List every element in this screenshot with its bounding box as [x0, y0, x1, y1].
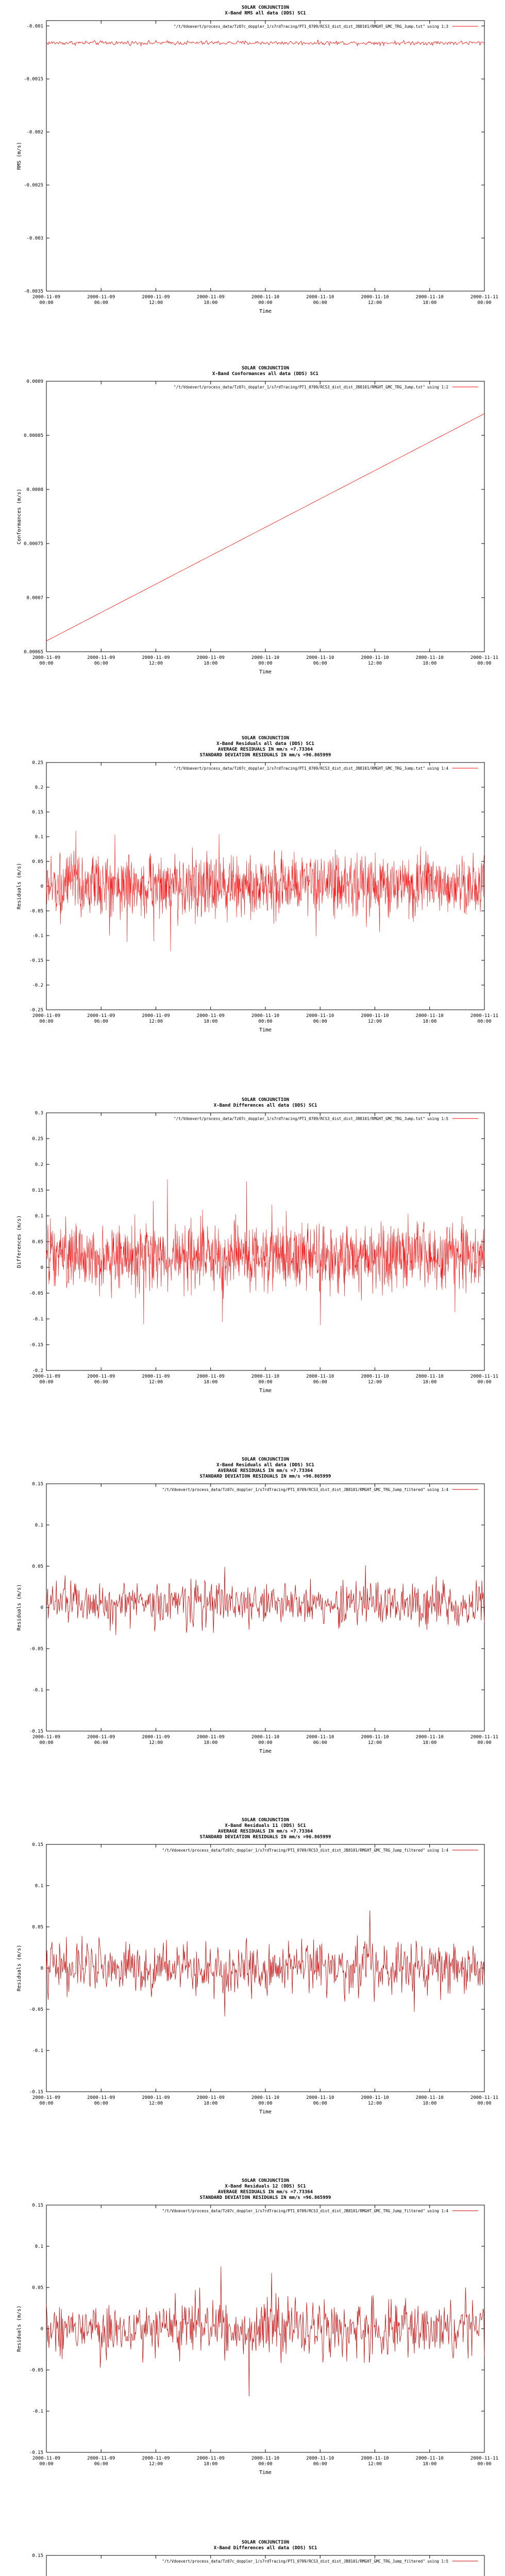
chart-title-line: X-Band Differences all data (DDS) SC1	[213, 2546, 317, 2551]
series-line	[46, 40, 484, 46]
x-tick-label: 2000-11-11 00:00	[470, 1013, 499, 1024]
legend-label: "/t/Vdoevert/process_data/Tz07c_doppler_1/s7rdTracing/PT1_0709/RCS3_dist_dist_JB8101/RMGHT_GMC_TRG_Jump.txt" using 1:5	[174, 1116, 448, 1121]
chart-1	[16, 5, 498, 314]
y-axis-label: Residuals (m/s)	[16, 1584, 22, 1631]
x-tick-label: 2000-11-10 00:00	[251, 2095, 280, 2106]
series-line	[46, 1910, 484, 2016]
chart-title-line: SOLAR CONJUNCTION	[241, 2178, 290, 2183]
y-tick-label: 0.25	[32, 1137, 43, 1142]
y-tick-label: 0.05	[32, 2285, 43, 2291]
x-tick-label: 2000-11-10 18:00	[415, 1013, 444, 1024]
chart-2	[16, 366, 498, 675]
x-tick-label: 2000-11-09 12:00	[142, 2456, 170, 2467]
y-tick-label: 0.05	[32, 1240, 43, 1245]
x-tick-label: 2000-11-10 12:00	[361, 655, 389, 666]
chart-4	[16, 1097, 498, 1394]
chart-title-line: X-Band RMS all data (DDS) SC1	[225, 11, 306, 16]
x-tick-label: 2000-11-10 06:00	[306, 295, 334, 306]
x-tick-label: 2000-11-09 12:00	[142, 655, 170, 666]
chart-title-line: SOLAR CONJUNCTION	[241, 1818, 290, 1823]
y-tick-label: -0.1	[32, 2048, 43, 2054]
chart-title-line: AVERAGE RESIDUALS IN mm/s =7.73364	[217, 1468, 313, 1473]
y-tick-label: -0.2	[32, 1368, 43, 1374]
y-tick-label: 0	[40, 1605, 43, 1611]
y-tick-label: -0.15	[29, 1729, 43, 1734]
plot-frame	[46, 1844, 484, 2092]
y-tick-label: 0.1	[35, 2244, 43, 2249]
x-tick-label: 2000-11-09 18:00	[196, 1735, 225, 1745]
chart-title-line: SOLAR CONJUNCTION	[241, 736, 290, 741]
chart-title-line: AVERAGE RESIDUALS IN mm/s =7.73364	[217, 2190, 313, 2195]
y-tick-label: 0.1	[35, 1884, 43, 1889]
y-tick-label: 0.00085	[24, 433, 43, 438]
x-axis-label: Time	[259, 2470, 272, 2476]
chart-5	[16, 1457, 498, 1754]
x-tick-label: 2000-11-10 18:00	[415, 1374, 444, 1385]
y-tick-label: 0.1	[35, 835, 43, 840]
y-tick-label: 0.15	[32, 810, 43, 815]
y-tick-label: -0.15	[29, 2090, 43, 2095]
y-tick-label: 0.05	[32, 859, 43, 865]
legend-label: "/t/Vdoevert/process_data/Tz07c_doppler_1/s7rdTracing/PT1_0709/RCS3_dist_dist_JB8101/RMGHT_GMC_TRG_Jump.txt" using 1:4	[174, 766, 448, 771]
y-tick-label: -0.05	[29, 1647, 43, 1652]
y-tick-label: -0.002	[26, 130, 43, 135]
x-tick-label: 2000-11-10 12:00	[361, 1374, 389, 1385]
y-tick-label: 0.0008	[26, 487, 43, 493]
x-tick-label: 2000-11-10 00:00	[251, 2456, 280, 2467]
x-tick-label: 2000-11-10 06:00	[306, 2456, 334, 2467]
legend-label: "/t/Vdoevert/process_data/Tz07c_doppler_1/s7rdTracing/PT1_0709/RCS3_dist_dist_JB8101/RMGHT_GMC_TRG_Jump.txt" using 1:2	[174, 385, 448, 389]
y-tick-label: -0.1	[32, 1688, 43, 1693]
series-line	[46, 1565, 484, 1635]
x-tick-label: 2000-11-10 18:00	[415, 295, 444, 306]
x-tick-label: 2000-11-10 12:00	[361, 2456, 389, 2467]
x-tick-label: 2000-11-09 00:00	[32, 655, 61, 666]
chart-title-line: SOLAR CONJUNCTION	[241, 1097, 290, 1103]
y-axis-label: Residuals (m/s)	[16, 862, 22, 910]
x-tick-label: 2000-11-10 18:00	[415, 655, 444, 666]
x-tick-label: 2000-11-09 00:00	[32, 1374, 61, 1385]
x-tick-label: 2000-11-10 06:00	[306, 655, 334, 666]
x-tick-label: 2000-11-09 00:00	[32, 2095, 61, 2106]
chart-title-line: X-Band Conformances all data (DDS) SC1	[212, 371, 318, 377]
x-tick-label: 2000-11-09 18:00	[196, 1013, 225, 1024]
y-axis-label: RMS (m/s)	[16, 142, 22, 170]
y-tick-label: -0.0015	[24, 77, 43, 82]
y-tick-label: 0.15	[32, 1842, 43, 1848]
y-tick-label: 0.0007	[26, 596, 43, 601]
series-line	[46, 414, 484, 641]
x-tick-label: 2000-11-11 00:00	[470, 295, 499, 306]
y-tick-label: -0.25	[29, 1008, 43, 1013]
y-tick-label: -0.15	[29, 958, 43, 963]
chart-title-line: SOLAR CONJUNCTION	[241, 5, 290, 10]
series-line	[46, 831, 484, 952]
y-tick-label: -0.05	[29, 2007, 43, 2012]
x-tick-label: 2000-11-11 00:00	[470, 655, 499, 666]
x-tick-label: 2000-11-09 00:00	[32, 1735, 61, 1745]
chart-7	[16, 2178, 498, 2476]
y-tick-label: 0.1	[35, 1214, 43, 1219]
plot-frame	[46, 1113, 484, 1370]
x-tick-label: 2000-11-09 06:00	[87, 1735, 115, 1745]
y-tick-label: 0.15	[32, 2203, 43, 2208]
y-axis-label: Differences (m/s)	[16, 1215, 22, 1268]
y-tick-label: 0.15	[32, 1188, 43, 1193]
y-tick-label: 0.15	[32, 1482, 43, 1487]
chart-title-line: STANDARD DEVIATION RESIDUALS IN mm/s =96.865999	[199, 753, 331, 758]
plot-frame	[46, 21, 484, 291]
x-tick-label: 2000-11-10 06:00	[306, 1735, 334, 1745]
legend-label: "/t/Vdoevert/process_data/Tz07c_doppler_1/s7rdTracing/PT1_0709/RCS3_dist_dist_JB8101/RMGHT_GMC_TRG_Jump_filtered" using 1:4	[162, 2209, 448, 2213]
chart-title-line: SOLAR CONJUNCTION	[241, 1457, 290, 1462]
x-tick-label: 2000-11-10 00:00	[251, 655, 280, 666]
y-tick-label: 0.3	[35, 1111, 43, 1116]
y-axis-label: Residuals (m/s)	[16, 1944, 22, 1992]
x-tick-label: 2000-11-10 12:00	[361, 295, 389, 306]
x-tick-label: 2000-11-09 18:00	[196, 2095, 225, 2106]
x-tick-label: 2000-11-10 12:00	[361, 1013, 389, 1024]
x-tick-label: 2000-11-09 06:00	[87, 655, 115, 666]
chart-6	[16, 1818, 498, 2115]
y-tick-label: 0.00065	[24, 650, 43, 655]
chart-title-line: STANDARD DEVIATION RESIDUALS IN mm/s =96.865999	[199, 2195, 331, 2200]
x-tick-label: 2000-11-10 00:00	[251, 295, 280, 306]
chart-title-line: X-Band Residuals 12 (DDS) SC1	[225, 2184, 306, 2189]
x-tick-label: 2000-11-09 06:00	[87, 295, 115, 306]
y-tick-label: -0.15	[29, 2450, 43, 2455]
x-tick-label: 2000-11-10 12:00	[361, 2095, 389, 2106]
x-axis-label: Time	[259, 2109, 272, 2115]
chart-title-line: STANDARD DEVIATION RESIDUALS IN mm/s =96.865999	[199, 1474, 331, 1479]
y-axis-label: Residuals (m/s)	[16, 2305, 22, 2352]
y-tick-label: 0.2	[35, 785, 43, 790]
x-tick-label: 2000-11-09 06:00	[87, 1013, 115, 1024]
x-tick-label: 2000-11-10 00:00	[251, 1735, 280, 1745]
x-tick-label: 2000-11-09 12:00	[142, 1735, 170, 1745]
x-tick-label: 2000-11-09 12:00	[142, 2095, 170, 2106]
x-axis-label: Time	[259, 1749, 272, 1754]
y-tick-label: -0.05	[29, 1291, 43, 1296]
y-tick-label: -0.003	[26, 236, 43, 242]
chart-title-line: X-Band Residuals all data (DDS) SC1	[216, 1463, 314, 1468]
x-tick-label: 2000-11-10 12:00	[361, 1735, 389, 1745]
chart-title-line: STANDARD DEVIATION RESIDUALS IN mm/s =96.865999	[199, 1835, 331, 1840]
chart-title-line: SOLAR CONJUNCTION	[241, 366, 290, 371]
x-tick-label: 2000-11-09 06:00	[87, 2456, 115, 2467]
y-tick-label: 0	[40, 1966, 43, 1971]
y-tick-label: -0.0025	[24, 183, 43, 189]
y-tick-label: 0.05	[32, 1925, 43, 1930]
legend-label: "/t/Vdoevert/process_data/Tz07c_doppler_1/s7rdTracing/PT1_0709/RCS3_dist_dist_JB8101/RMGHT_GMC_TRG_Jump_filtered" using 1:5	[162, 2559, 448, 2564]
y-tick-label: -0.1	[32, 934, 43, 939]
x-tick-label: 2000-11-09 00:00	[32, 295, 61, 306]
y-tick-label: -0.15	[29, 1343, 43, 1348]
y-tick-label: 0	[40, 1265, 43, 1270]
x-tick-label: 2000-11-10 06:00	[306, 2095, 334, 2106]
x-tick-label: 2000-11-10 18:00	[415, 2456, 444, 2467]
y-tick-label: -0.1	[32, 1317, 43, 1322]
x-tick-label: 2000-11-09 06:00	[87, 2095, 115, 2106]
chart-title-line: X-Band Residuals 11 (DDS) SC1	[225, 1823, 306, 1828]
y-tick-label: 0.1	[35, 1523, 43, 1528]
x-tick-label: 2000-11-11 00:00	[470, 1374, 499, 1385]
chart-8	[16, 2540, 498, 2576]
x-axis-label: Time	[259, 1388, 272, 1394]
y-tick-label: -0.05	[29, 909, 43, 914]
y-tick-label: -0.001	[26, 24, 43, 29]
y-tick-label: 0.15	[32, 2553, 43, 2558]
x-tick-label: 2000-11-11 00:00	[470, 1735, 499, 1745]
x-tick-label: 2000-11-10 18:00	[415, 2095, 444, 2106]
y-axis-label: Conformances (m/s)	[16, 488, 22, 545]
plot-frame	[46, 381, 484, 652]
y-tick-label: -0.0035	[24, 289, 43, 294]
legend-label: "/t/Vdoevert/process_data/Tz07c_doppler_1/s7rdTracing/PT1_0709/RCS3_dist_dist_JB8101/RMGHT_GMC_TRG_Jump_filtered" using 1:4	[162, 1848, 448, 1853]
x-axis-label: Time	[259, 669, 272, 675]
legend-label: "/t/Vdoevert/process_data/Tz07c_doppler_1/s7rdTracing/PT1_0709/RCS3_dist_dist_JB8101/RMGHT_GMC_TRG_Jump.txt" using 1:3	[174, 24, 448, 29]
y-tick-label: 0.0009	[26, 379, 43, 384]
y-tick-label: 0.05	[32, 1564, 43, 1569]
y-tick-label: 0.00075	[24, 541, 43, 547]
x-axis-label: Time	[259, 1027, 272, 1033]
y-tick-label: 0	[40, 2327, 43, 2332]
legend-label: "/t/Vdoevert/process_data/Tz07c_doppler_1/s7rdTracing/PT1_0709/RCS3_dist_dist_JB8101/RMGHT_GMC_TRG_Jump_filtered" using 1:4	[162, 1487, 448, 1492]
x-tick-label: 2000-11-10 06:00	[306, 1374, 334, 1385]
x-tick-label: 2000-11-11 00:00	[470, 2095, 499, 2106]
x-tick-label: 2000-11-10 00:00	[251, 1374, 280, 1385]
chart-3	[16, 736, 498, 1033]
chart-title-line: SOLAR CONJUNCTION	[241, 2540, 290, 2545]
y-tick-label: 0	[40, 884, 43, 889]
y-tick-label: -0.05	[29, 2368, 43, 2373]
chart-title-line: AVERAGE RESIDUALS IN mm/s =7.73364	[217, 747, 313, 752]
chart-title-line: X-Band Residuals all data (DDS) SC1	[216, 741, 314, 747]
x-tick-label: 2000-11-09 06:00	[87, 1374, 115, 1385]
y-tick-label: 0.2	[35, 1162, 43, 1167]
chart-title-line: AVERAGE RESIDUALS IN mm/s =7.73364	[217, 1829, 313, 1834]
x-axis-label: Time	[259, 309, 272, 314]
x-tick-label: 2000-11-09 00:00	[32, 2456, 61, 2467]
y-tick-label: -0.2	[32, 983, 43, 988]
x-tick-label: 2000-11-09 18:00	[196, 2456, 225, 2467]
x-tick-label: 2000-11-09 18:00	[196, 655, 225, 666]
y-tick-label: -0.1	[32, 2409, 43, 2414]
x-tick-label: 2000-11-09 12:00	[142, 295, 170, 306]
y-tick-label: 0.25	[32, 760, 43, 766]
series-line	[46, 1179, 484, 1325]
x-tick-label: 2000-11-10 06:00	[306, 1013, 334, 1024]
x-tick-label: 2000-11-09 12:00	[142, 1374, 170, 1385]
x-tick-label: 2000-11-10 00:00	[251, 1013, 280, 1024]
chart-title-line: X-Band Differences all data (DDS) SC1	[213, 1103, 317, 1108]
x-tick-label: 2000-11-09 00:00	[32, 1013, 61, 1024]
x-tick-label: 2000-11-09 18:00	[196, 1374, 225, 1385]
x-tick-label: 2000-11-09 12:00	[142, 1013, 170, 1024]
series-line	[46, 2266, 484, 2396]
x-tick-label: 2000-11-11 00:00	[470, 2456, 499, 2467]
x-tick-label: 2000-11-09 18:00	[196, 295, 225, 306]
x-tick-label: 2000-11-10 18:00	[415, 1735, 444, 1745]
